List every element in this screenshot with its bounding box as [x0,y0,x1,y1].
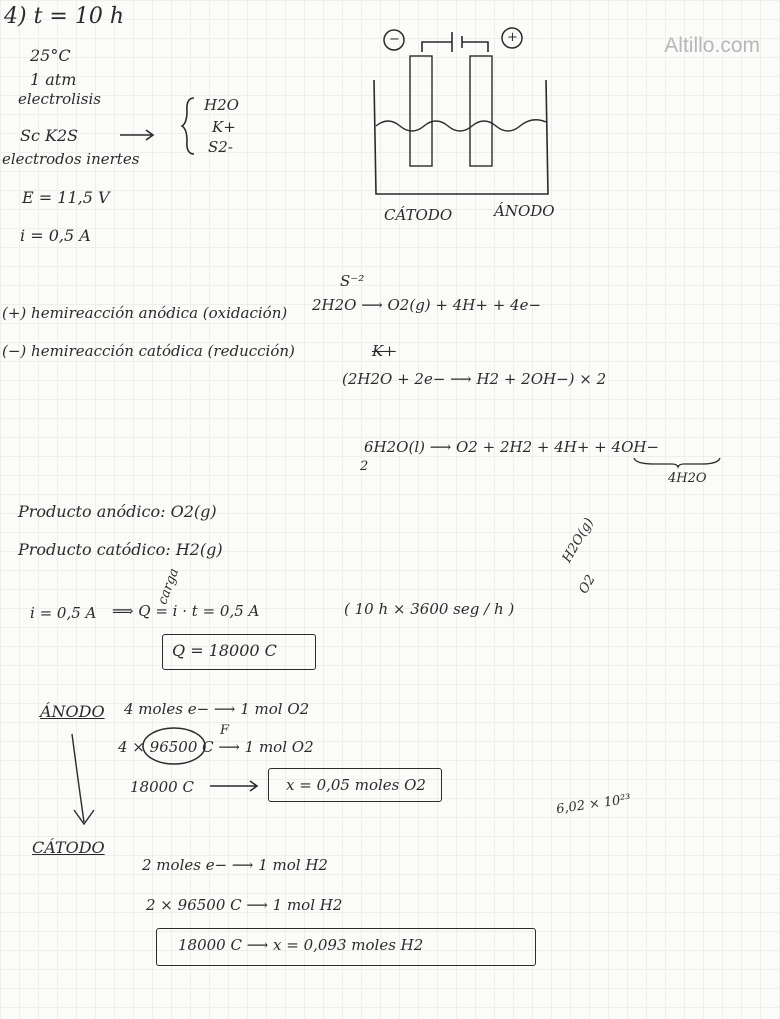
overall-equation: 6H2O(l) ⟶ O2 + 2H2 + 4H+ + 4OH− [364,438,660,456]
underbrace-icon [632,456,722,468]
current: i = 0,5 A [20,226,91,245]
anode-title: ÁNODO [40,702,105,721]
anodic-label: (+) hemireacción anódica (oxidación) [2,304,288,322]
charge-margin-note: carga [155,566,183,607]
cathode-title: CÁTODO [32,838,105,857]
pressure: 1 atm [30,70,77,89]
species-k: K+ [212,118,236,136]
cathode-label: CÁTODO [384,206,453,224]
anode-line-3: 18000 C [130,778,194,796]
cathodic-label: (−) hemireacción catódica (reducción) [2,342,295,360]
cathode-line-1: 2 moles e− ⟶ 1 mol H2 [142,856,328,874]
temperature: 25°C [30,46,71,65]
faraday-circle [140,724,210,768]
side-note: H2O(g) [559,515,598,566]
species-s: S2- [208,138,233,156]
battery-icon [422,32,488,52]
cell-negative-sign: − [389,32,400,47]
anode-line-1: 4 moles e− ⟶ 1 mol O2 [124,700,310,718]
charge-result: Q = 18000 C [172,641,277,660]
faraday-constant: F [220,723,230,738]
overall-underbrace: 4H2O [668,471,707,486]
k-species-crossed: K+ [372,342,396,360]
watermark: Altillo.com [664,34,760,57]
anode-line-2: 4 × 96500 C ⟶ 1 mol O2 [118,738,314,756]
electrodes: electrodos inertes [2,150,140,168]
cathode-result: 18000 C ⟶ x = 0,093 moles H2 [178,936,424,954]
time-conversion: ( 10 h × 3600 seg / h ) [344,600,515,618]
cell-positive-sign: + [507,30,518,45]
charge-current: i = 0,5 A [30,604,97,622]
cathode-electrode [410,56,432,166]
anode-result: x = 0,05 moles O2 [286,776,426,794]
problem-title: 4) t = 10 h [4,4,124,29]
cathodic-product: Producto catódico: H2(g) [18,540,223,559]
charge-formula: ⟹ Q = i · t = 0,5 A [112,602,260,620]
arrow-icon [118,128,158,142]
s-species: S⁻² [340,272,365,290]
anode-arrow-icon [208,779,262,793]
overall-coefficient: 2 [360,459,369,474]
liquid-level [376,120,546,131]
cathode-line-2: 2 × 96500 C ⟶ 1 mol H2 [146,896,343,914]
anode-label: ÁNODO [494,202,555,220]
solution: Sc K2S [20,126,79,145]
anode-electrode [470,56,492,166]
electrolytic-cell-sketch [370,22,560,202]
beaker-icon [374,80,548,194]
anodic-equation: 2H2O ⟶ O2(g) + 4H+ + 4e− [312,296,542,314]
process: electrolisis [18,90,101,108]
emf: E = 11,5 V [22,188,110,207]
side-note-2: O2 [576,572,599,597]
cathodic-equation: (2H2O + 2e− ⟶ H2 + 2OH−) × 2 [342,370,607,388]
species-h2o: H2O [204,96,239,114]
anodic-product: Producto anódico: O2(g) [18,502,217,521]
avogadro-note: 6,02 × 10²³ [555,791,632,818]
down-arrow-icon [62,730,102,830]
brace-icon [180,96,198,156]
